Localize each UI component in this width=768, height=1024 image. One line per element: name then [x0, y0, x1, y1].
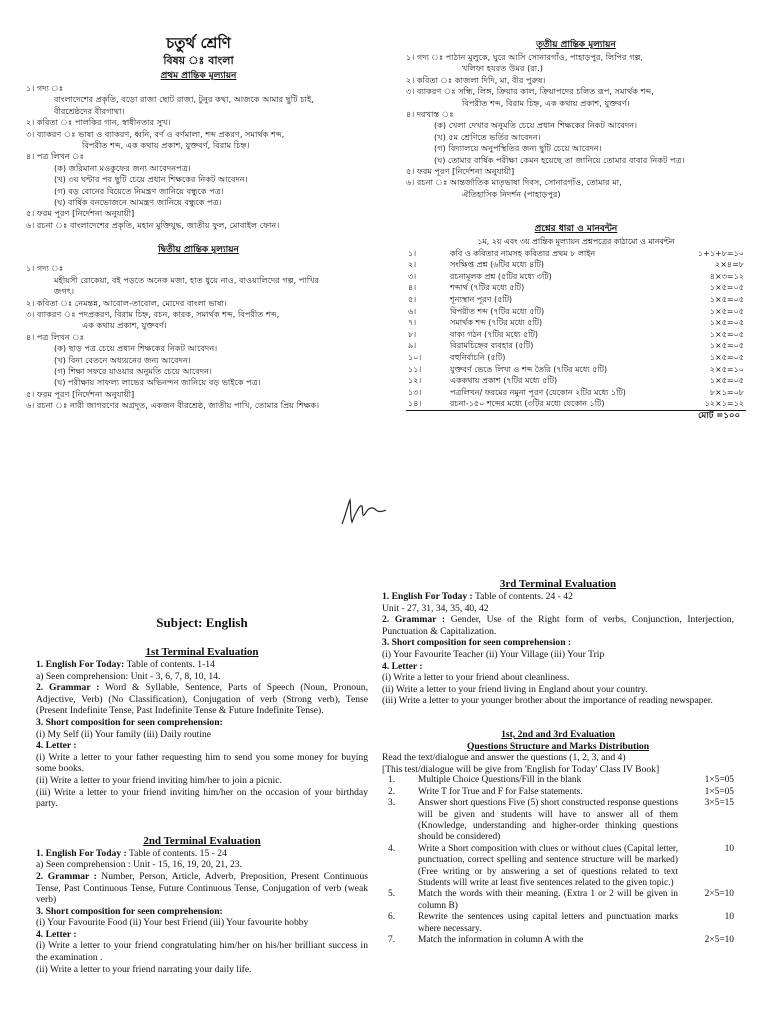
- list-item: ৩। ব্যাকরণ ঃ ভাষা ও ব্যাকরণ, ধ্বনি, বর্ণ ও বর্ণমালা, শব্দ প্রকরণ, সমার্থক শব্দ,: [26, 128, 285, 139]
- table-cell: 10: [724, 912, 734, 923]
- table-row: [406, 340, 746, 352]
- list-item: (খ) ৩য় ঘন্টার পর ছুটি চেয়ে প্রধান শিক্ষকের নিকট আবেদন।: [54, 174, 248, 185]
- list-item: [36, 775, 368, 787]
- table-row: [406, 282, 746, 294]
- item-label: 2. Grammar :: [36, 870, 97, 882]
- table-cell: ১×৫=০৫: [709, 376, 744, 386]
- table-cell: রচনা-১৫০ শব্দের মধ্যে (৩টির মধ্যে যেকোন ১টি): [450, 399, 605, 409]
- table-row: [406, 259, 746, 271]
- list-item: [382, 695, 734, 707]
- table-cell: ৪×৩=১২: [709, 271, 744, 281]
- table-cell: ৫।: [408, 295, 417, 305]
- table-cell: Rewrite the sentences using capital letters and punctuation marks where necessary.: [418, 912, 678, 934]
- table-cell: 2×5=10: [704, 935, 734, 945]
- list-item: ৬। রচনা ঃ নারী জাগরণের অগ্রদূত, একজন বীরশ্রেষ্ঠ, জাতীয় পাখি, তোমার প্রিয় শিক্ষক।: [26, 400, 320, 411]
- item-text: Number, Person, Article, Adverb, Preposition, Present Continuous Tense, Past Continuous Tense, Future Continuous Tense, Conjugation of verb (weak verb): [36, 870, 368, 906]
- bangla-marks-total: মোট =১০০: [406, 410, 746, 422]
- list-item: ২। কবিতা ঃ নেমন্তন্ন, আবোল-তাবোল, মোদের বাংলা ভাষা।: [26, 297, 227, 308]
- table-cell: বিরামচিহ্নের ব্যবহার (৫টি): [450, 341, 534, 351]
- list-item: ঐতিহাসিক নিদর্শন (পাহাড়পুর): [462, 188, 561, 199]
- table-row: [406, 248, 746, 260]
- second-terminal-english-heading: 2nd Terminal Evaluation: [143, 834, 261, 847]
- item-label: 1. English For Today :: [382, 591, 473, 602]
- table-cell: ৪।: [408, 283, 417, 293]
- second-terminal-bangla-list: [26, 263, 371, 411]
- table-cell: বিপরীত শব্দ (৭টির মধ্যে ৫টি): [450, 306, 545, 316]
- list-item: ১। গদ্য ঃ: [26, 263, 64, 274]
- list-item: ৫। ফরম পূরণ [নির্দেশনা অনুযায়ী]: [406, 166, 515, 177]
- list-item: [382, 603, 734, 615]
- list-item: এক কথায় প্রকাশ, যুক্তবর্ণ।: [82, 320, 167, 331]
- item-label: 2. Grammar :: [382, 614, 446, 626]
- item-text: (i) My Self (ii) Your family (iii) Daily routine: [36, 728, 212, 740]
- third-terminal-bangla-list: [406, 52, 746, 200]
- table-cell: ৯।: [408, 341, 417, 351]
- list-item: [382, 614, 734, 637]
- table-cell: 1×5=05: [704, 775, 734, 786]
- signature-icon: [338, 494, 388, 528]
- list-item: (গ) শিক্ষা সফরে যাওয়ার অনুমতি চেয়ে আবেদন।: [54, 365, 212, 376]
- item-label: 3. Short composition for seen comprehension :: [382, 637, 572, 649]
- list-item: ৩। ব্যাকরণ ঃ সন্ধি, লিঙ্গ, ক্রিয়ার কাল, ক্রিয়াপদের চলিত রূপ, সমার্থক শব্দ,: [406, 86, 654, 97]
- list-item: [36, 717, 368, 729]
- table-cell: Multiple Choice Questions/Fill in the blank: [418, 775, 582, 786]
- list-item: (ক) জরিমানা মওকুফের জন্য আবেদনপত্র।: [54, 162, 191, 173]
- table-cell: শব্দার্থ (৭টির মধ্যে ৫টি): [450, 283, 525, 293]
- table-cell: 7.: [388, 935, 396, 945]
- table-cell: ২।: [408, 260, 417, 270]
- list-item: ৬। রচনা ঃ আন্তর্জাতিক মাতৃভাষা দিবস, সোনারগাঁও, তোমার মা,: [406, 177, 622, 188]
- item-label: 3. Short composition for seen comprehension:: [36, 716, 223, 728]
- table-cell: সমার্থক শব্দ (৭টির মধ্যে ৫টি): [450, 318, 543, 328]
- table-cell: কবি ও কবিতার নামসহ কবিতার প্রথম ৮ লাইন: [450, 248, 596, 258]
- third-terminal-english-heading: 3rd Terminal Evaluation: [499, 578, 617, 590]
- list-item: (ঘ) পরীক্ষায় সাফল্য লাভের অভিনন্দন জানিয়ে বড় ভাইকে পত্র।: [54, 377, 261, 388]
- item-text: (iii) Write a letter to your younger brother about the importance of reading newspaper.: [382, 695, 713, 707]
- list-item: ৪। দরখাস্ত ঃ: [406, 109, 454, 120]
- table-row: [406, 375, 746, 387]
- item-text: a) Seen comprehension: Unit - 3, 6, 7, 8, 10, 14.: [36, 670, 221, 682]
- list-item: (ক) খেলা দেখার অনুমতি চেয়ে প্রধান শিক্ষকের নিকট আবেদন।: [434, 120, 638, 131]
- table-row: [406, 271, 746, 283]
- list-item: [36, 671, 368, 683]
- item-text: a) Seen comprehension : Unit - 15, 16, 19, 20, 21, 23.: [36, 859, 242, 871]
- class-title: চতুর্থ শ্রেণি: [166, 34, 231, 52]
- table-cell: বাক্য গঠন (৭টির মধ্যে ৫টি): [450, 329, 538, 339]
- table-cell: ১৩।: [408, 387, 422, 397]
- list-item: [36, 929, 368, 941]
- table-row: [406, 364, 746, 376]
- item-text: (i) Write a letter to your father requesting him to send you some money for buying some books.: [36, 751, 368, 775]
- item-text: Table of contents. 24 - 42: [472, 591, 573, 602]
- table-row: [406, 352, 746, 364]
- subject-title-bangla: বিষয় ঃ বাংলা: [163, 54, 234, 67]
- list-item: [382, 649, 734, 661]
- table-cell: 4.: [388, 843, 396, 854]
- item-text: (ii) Write a letter to your friend inviting him/her to join a picnic.: [36, 774, 282, 786]
- first-terminal-english-heading: 1st Terminal Evaluation: [145, 646, 259, 658]
- table-cell: Match the words with their meaning. (Extra 1 or 2 will be given in column B): [418, 889, 678, 911]
- list-item: [36, 848, 368, 860]
- table-cell: 6.: [388, 912, 396, 923]
- table-cell: ১×৫=০৫: [709, 306, 744, 316]
- table-row: [382, 798, 734, 844]
- table-cell: ২×৫=১০: [709, 364, 744, 374]
- english-marks-table: [382, 775, 734, 946]
- table-cell: 3.: [388, 798, 396, 809]
- list-item: [36, 871, 368, 906]
- table-cell: পত্রলিখন/ ফরমের নমুনা পূরণ (যেকোন ২টির মধ্যে ১টি): [450, 387, 626, 397]
- list-item: [36, 906, 368, 918]
- table-cell: ৮।: [408, 329, 417, 339]
- list-item: [36, 940, 368, 963]
- list-item: [36, 787, 368, 810]
- table-row: [406, 329, 746, 341]
- list-item: (গ) বিদ্যালয়ে অনুপস্থিতির জন্য ছুটি চেয়ে আবেদন।: [434, 143, 602, 154]
- list-item: (খ) বিনা বেতনে অধ্যয়নের জন্য আবেদন।: [54, 354, 191, 365]
- bangla-left-column: [26, 34, 371, 412]
- table-cell: ১+১+৮=১০: [697, 248, 744, 258]
- table-cell: যুক্তবর্ণ ভেঙে লিখা ও শব্দ তৈরি (৭টির মধ্যে ৫টি): [450, 364, 608, 374]
- table-cell: Write a Short composition with clues or without clues (Capital letter, punctuation, correct spelling and sentence structure will be marked) (Free writing or by answering a set of questions related to text Students will write at least five sentences related to the given topic.): [418, 843, 678, 888]
- list-item: বিপরীত শব্দ, বিরাম চিহ্ন, এক কথায় প্রকাশ, যুক্তবর্ণ।: [462, 97, 630, 108]
- item-text: Table of contents. 1-14: [124, 659, 215, 670]
- table-row: [406, 294, 746, 306]
- distribution-intro-1: Read the text/dialogue and answer the questions (1, 2, 3, and 4): [382, 752, 626, 764]
- item-text: Unit - 27, 31, 34, 35, 40, 42: [382, 602, 489, 614]
- table-cell: Write T for True and F for False statements.: [418, 786, 583, 797]
- table-cell: Answer short questions Five (5) short constructed response questions will be given and students will have to answer all of them (Knowledge, understanding and higher-order thinking questions should be considered): [418, 798, 678, 843]
- table-row: [406, 306, 746, 318]
- item-text: Word & Syllable, Sentence, Parts of Speech (Noun, Pronoun, Adjective, Verb) (No Classification), Conjugation of verb (Strong verb), Tense (Present Indefinite Tense, Past Indefinite Tense & Future Indefinite Tense).: [36, 682, 368, 717]
- item-label: 1. English For Today:: [36, 659, 125, 670]
- table-cell: ১১।: [408, 364, 422, 374]
- list-item: (ঘ) তোমার বার্ষিক পরীক্ষা কেমন হয়েছে তা জানিয়ে তোমার বাবার নিকট পত্র।: [434, 154, 685, 165]
- table-cell: 2.: [388, 786, 396, 797]
- table-row: [382, 935, 734, 946]
- list-item: [382, 591, 734, 603]
- table-cell: ১×৫=০৫: [709, 329, 744, 339]
- marks-heading-bangla: প্রশ্নের ধারা ও মানবন্টন: [534, 224, 618, 235]
- item-label: 4. Letter :: [36, 928, 77, 940]
- third-terminal-english-list: [382, 591, 734, 707]
- table-row: [382, 912, 734, 935]
- table-cell: এককথায় প্রকাশ (৭টির মধ্যে ৫টি): [450, 376, 558, 386]
- distribution-heading-2: Questions Structure and Marks Distribution: [466, 740, 650, 752]
- table-cell: ১×৫=০৫: [709, 283, 744, 293]
- item-label: 3. Short composition for seen comprehension:: [36, 905, 223, 917]
- list-item: ৫। ফরম পূরণ [নির্দেশনা অনুযায়ী]: [26, 388, 135, 399]
- item-text: (iii) Write a letter to your friend inviting him/her on the occasion of your birthday party.: [36, 786, 368, 810]
- table-cell: 10: [724, 843, 734, 854]
- list-item: ১। গদ্য ঃ: [26, 83, 64, 93]
- distribution-intro-2: [This test/dialogue will be give from 'English for Today' Class IV Book]: [382, 763, 660, 775]
- table-cell: বহুনির্বাচনি (৫টি): [450, 353, 506, 363]
- distribution-heading-1: 1st, 2nd and 3rd Evaluation: [501, 728, 615, 740]
- list-item: বীরশ্রেষ্ঠদের বীরগাথা।: [54, 105, 125, 116]
- table-cell: ১×৫=০৫: [709, 318, 744, 328]
- bangla-right-column: [406, 38, 746, 422]
- table-row: [382, 844, 734, 890]
- list-item: [36, 917, 368, 929]
- item-text: (i) Write a letter to your friend about cleanliness.: [382, 672, 570, 684]
- item-text: (i) Your Favourite Food (ii) Your best Friend (iii) Your favourite hobby: [36, 917, 309, 929]
- list-item: ২। কবিতা ঃ পালকির গান, স্বাধীনতার সুখ।: [26, 117, 171, 128]
- table-cell: 1.: [388, 775, 396, 786]
- list-item: [382, 637, 734, 649]
- english-right-column: [382, 577, 734, 946]
- table-cell: ৬।: [408, 306, 417, 316]
- list-item: খলিফা হযরত উমর (রা.): [462, 63, 543, 74]
- list-item: ১। গদ্য ঃ পাঠান মুলুকে, ঘুরে আসি সোনারগাঁও, পাহাড়পুর, লিপির গল্প,: [406, 52, 644, 62]
- table-cell: ১০।: [408, 353, 422, 363]
- table-cell: ১২।: [408, 376, 422, 386]
- list-item: [36, 859, 368, 871]
- table-cell: ৩।: [408, 271, 417, 281]
- table-row: [382, 889, 734, 912]
- list-item: (খ) ৫ম শ্রেণিতে ভর্তির আবেদন।: [434, 131, 541, 142]
- table-cell: 2×5=10: [704, 889, 734, 900]
- table-cell: শূন্যস্থান পূরণ (৫টি): [450, 295, 513, 305]
- list-item: ৪। পত্র লিখন ঃ: [26, 331, 85, 342]
- table-cell: ২×৪=৮: [715, 260, 744, 270]
- table-row: [406, 398, 746, 410]
- table-row: [382, 787, 734, 798]
- item-text: (i) Write a letter to your friend congratulating him/her on his/her brilliant success in the examination .: [36, 940, 368, 964]
- table-cell: ১।: [408, 248, 417, 258]
- list-item: ৩। ব্যাকরণ ঃ পদপ্রকরণ, বিরাম চিহ্ন, বচন, কারক, সমার্থক শব্দ, বিপরীত শব্দ,: [26, 308, 280, 319]
- second-terminal-bangla-heading: দ্বিতীয় প্রান্তিক মূল্যায়ন: [158, 245, 239, 256]
- list-item: (ঘ) বার্ষিক বনভোজনে আমন্ত্রণ জানিয়ে বন্ধুকে পত্র।: [54, 197, 222, 208]
- table-row: [406, 317, 746, 329]
- table-cell: রচনামূলক প্রশ্ন (৫টির মধ্যে ৩টি): [450, 271, 552, 281]
- list-item: জগৎ।: [54, 286, 74, 297]
- list-item: ৬। রচনা ঃ বাংলাদেশের প্রকৃতি, মহান মুক্তিযুদ্ধ, জাতীয় ফুল, মোবাইল ফোন।: [26, 219, 280, 230]
- second-terminal-english-list: [36, 848, 368, 976]
- item-text: (i) Your Favourite Teacher (ii) Your Village (iii) Your Trip: [382, 648, 605, 660]
- third-terminal-bangla-heading: তৃতীয় প্রান্তিক মূল্যায়ন: [536, 40, 616, 50]
- item-text: (ii) Write a letter to your friend narrating your daily life.: [36, 963, 252, 975]
- marks-subheading-bangla: ১ম, ২য় এবং ৩য় প্রান্তিক মূল্যায়ন প্রশ্নপত্রের কাঠামো ও মানবন্টন: [477, 237, 675, 247]
- list-item: [36, 682, 368, 717]
- list-item: [382, 672, 734, 684]
- table-cell: 3×5=15: [704, 798, 734, 809]
- first-terminal-bangla-list: [26, 83, 371, 231]
- list-item: ৫। ফরম পূরণ [নির্দেশনা অনুযায়ী]: [26, 208, 135, 219]
- list-item: মহীয়সী রোকেয়া, বই পড়তে অনেক মজা, হাত ধুয়ে নাও, বাওয়ালিদের গল্প, পাখির: [54, 274, 319, 285]
- english-left-column: [36, 614, 368, 975]
- list-item: বাংলাদেশের প্রকৃতি, বড়ো রাজা ছোট রাজা, টুনুর কথা, আজকে আমার ছুটি চাই,: [54, 94, 314, 105]
- item-label: 4. Letter :: [382, 660, 423, 672]
- list-item: ৪। পত্র লিখন ঃ: [26, 151, 85, 162]
- list-item: ২। কবিতা ঃ কাজলা দিদি, মা, বীর পুরুষ।: [406, 74, 546, 85]
- list-item: [36, 964, 368, 976]
- table-cell: ১×৫=০৫: [709, 295, 744, 305]
- item-label: 2. Grammar :: [36, 682, 100, 694]
- list-item: [36, 659, 368, 671]
- first-terminal-bangla-heading: প্রথম প্রান্তিক মূল্যায়ন: [160, 71, 237, 81]
- list-item: বিপরীত শব্দ, এক কথায় প্রকাশ, যুক্তবর্ণ, বিরাম চিহ্ন।: [82, 140, 250, 151]
- table-row: [406, 387, 746, 399]
- bangla-marks-table: [406, 248, 746, 410]
- table-cell: ৮×১=০৮: [709, 387, 744, 397]
- list-item: [382, 684, 734, 696]
- item-label: 1. English For Today :: [36, 847, 127, 859]
- first-terminal-english-list: [36, 659, 368, 810]
- table-cell: ৭।: [408, 318, 417, 328]
- table-cell: ১×৫=০৫: [709, 353, 744, 363]
- list-item: (গ) বড় বোনের বিয়েতে নিমন্ত্রণ জানিয়ে বন্ধুকে পত্র।: [54, 185, 224, 196]
- table-cell: 1×5=05: [704, 786, 734, 797]
- table-cell: ১২×১=১২: [704, 399, 744, 409]
- item-text: Table of contents. 15 - 24: [126, 847, 227, 859]
- list-item: (ক) ছাড় পত্র চেয়ে প্রধান শিক্ষকের নিকট আবেদন।: [54, 343, 218, 354]
- table-row: [382, 775, 734, 786]
- english-subject-title: Subject: English: [156, 615, 248, 630]
- table-cell: Match the information in column A with the: [418, 935, 584, 945]
- list-item: [36, 752, 368, 775]
- table-cell: সংক্ষিপ্ত প্রশ্ন (৬টির মধ্যে ৪টি): [450, 260, 545, 270]
- table-cell: 5.: [388, 889, 396, 900]
- list-item: [382, 661, 734, 673]
- list-item: [36, 740, 368, 752]
- list-item: [36, 729, 368, 741]
- item-label: 4. Letter :: [36, 740, 77, 752]
- item-text: Gender, Use of the Right form of verbs, Conjunction, Interjection, Punctuation & Capitalization.: [382, 614, 734, 637]
- table-cell: ১×৫=০৫: [709, 341, 744, 351]
- table-cell: ১৪।: [408, 399, 422, 409]
- item-text: (ii) Write a letter to your friend living in England about your country.: [382, 683, 648, 695]
